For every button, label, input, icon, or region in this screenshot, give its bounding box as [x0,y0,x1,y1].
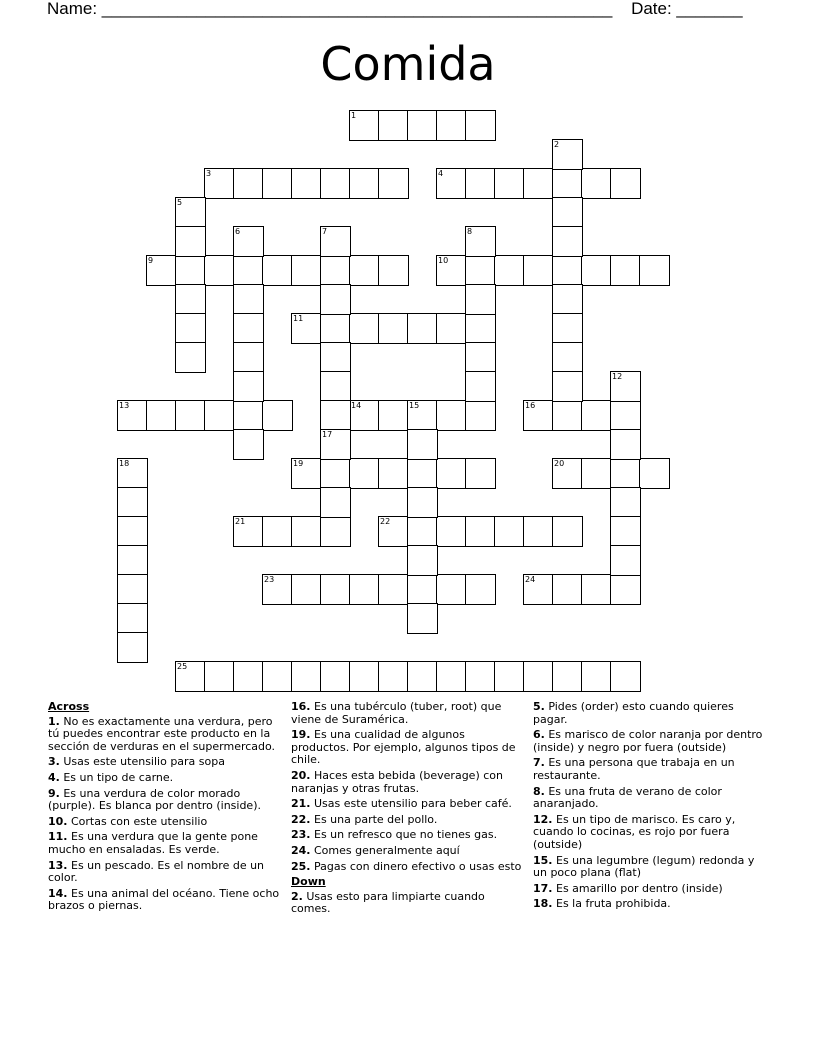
clue-number-label: 4 [438,169,444,178]
clue [48,788,284,813]
clue-number-label: 19 [293,459,304,468]
clue-number: 17. [533,881,553,895]
crossword-cell[interactable] [349,574,380,605]
crossword-cell[interactable] [523,516,554,547]
crossword-cell[interactable] [436,313,467,344]
clue [533,883,769,896]
clue-text: Es una persona que trabaja en un restaurante. [533,756,735,782]
crossword-cell[interactable] [320,313,351,344]
crossword-cell[interactable] [320,661,351,692]
down-clue-list-continued [533,701,769,911]
clue-number-label: 10 [438,256,449,265]
crossword-cell[interactable] [610,661,641,692]
crossword-cell[interactable] [233,168,264,199]
crossword-cell[interactable] [378,168,409,199]
clue-number: 4. [48,770,60,784]
crossword-cell[interactable] [204,255,235,286]
crossword-cell[interactable] [465,255,496,286]
crossword-cell[interactable] [175,313,206,344]
clue-text: Es un tipo de carne. [59,770,174,784]
clue [533,701,769,726]
clue-number: 20. [291,768,311,782]
crossword-cell[interactable] [262,661,293,692]
crossword-cell[interactable] [262,255,293,286]
crossword-cell[interactable] [378,574,409,605]
crossword-cell[interactable] [175,400,206,431]
clue [533,855,769,880]
clue-number: 22. [291,812,311,826]
clue-number: 7. [533,756,545,770]
clue [48,756,284,769]
crossword-cell[interactable] [552,371,583,402]
clue-text: Es amarillo por dentro (inside) [552,881,723,895]
crossword-cell[interactable] [639,458,670,489]
clue-number: 18. [533,897,553,911]
crossword-cell[interactable] [610,255,641,286]
clue-text: Pides (order) esto cuando quieres pagar. [533,700,734,726]
crossword-cell[interactable] [465,342,496,373]
clue-number-label: 16 [525,401,536,410]
crossword-cell[interactable] [233,400,264,431]
crossword-cell[interactable] [378,255,409,286]
clue-text: Usas este utensilio para sopa [59,755,225,769]
clue-text: Comes generalmente aquí [310,843,460,857]
crossword-cell[interactable] [378,458,409,489]
crossword-cell[interactable] [465,313,496,344]
clue [533,729,769,754]
clue-number-label: 24 [525,575,536,584]
crossword-cell[interactable] [552,516,583,547]
crossword-cell[interactable] [494,661,525,692]
crossword-cell[interactable] [175,342,206,373]
crossword-cell[interactable] [610,545,641,576]
clue-number-label: 13 [119,401,130,410]
crossword-cell[interactable] [291,661,322,692]
clue [291,770,525,795]
crossword-cell[interactable] [552,400,583,431]
clue-number: 10. [48,814,68,828]
clue-number-label: 22 [380,517,391,526]
clue-number: 15. [533,853,553,867]
clue-text: Es una animal del océano. Tiene ocho brazos o piernas. [48,886,280,913]
clue-number-label: 5 [177,198,183,207]
crossword-cell[interactable] [494,255,525,286]
crossword-cell[interactable] [610,574,641,605]
crossword-cell[interactable] [465,400,496,431]
page-title: Comida [320,37,496,91]
clue [291,798,525,811]
crossword-cell[interactable] [436,574,467,605]
clue-number: 19. [291,728,311,742]
crossword-cell[interactable] [320,342,351,373]
crossword-cell[interactable] [581,400,612,431]
clue-text: Cortas con este utensilio [67,814,208,828]
crossword-cell[interactable] [436,661,467,692]
crossword-cell[interactable] [233,371,264,402]
clue-number: 6. [533,728,545,742]
crossword-cell[interactable] [610,487,641,518]
crossword-cell[interactable] [465,110,496,141]
clues-column-3 [533,701,769,914]
clue [48,888,284,913]
crossword-cell[interactable] [436,458,467,489]
clue-text: Es un refresco que no tienes gas. [310,828,498,842]
clue-text: Es una verdura de color morado (purple). Es blanca por dentro (inside). [48,786,261,813]
crossword-cell[interactable] [233,284,264,315]
clue-number-label: 3 [206,169,212,178]
clue-number-label: 12 [612,372,623,381]
crossword-cell[interactable] [407,574,438,605]
clue-number: 1. [48,714,60,728]
across-clue-list-continued [291,701,525,873]
clue-text: Pagas con dinero efectivo o usas esto [310,859,522,873]
crossword-cell[interactable] [436,400,467,431]
crossword-cell[interactable] [552,342,583,373]
crossword-cell[interactable] [320,168,351,199]
crossword-cell[interactable] [552,284,583,315]
clue [291,829,525,842]
crossword-cell[interactable] [465,574,496,605]
crossword-cell[interactable] [291,168,322,199]
clue [48,716,284,754]
clue-number-label: 2 [554,140,560,149]
crossword-cell[interactable] [349,168,380,199]
clue-number: 8. [533,784,545,798]
clue [533,898,769,911]
crossword-cell[interactable] [465,371,496,402]
crossword-cell[interactable] [320,516,351,547]
crossword-cell[interactable] [494,516,525,547]
crossword-cell[interactable] [204,400,235,431]
crossword-cell[interactable] [610,458,641,489]
crossword-cell[interactable] [262,168,293,199]
crossword-cell[interactable] [436,110,467,141]
clue-text: Es la fruta prohibida. [552,897,671,911]
crossword-cell[interactable] [378,661,409,692]
clue-text: Usas este utensilio para beber café. [310,797,512,811]
clue [533,814,769,852]
crossword-cell[interactable] [117,516,148,547]
date-label: Date: _______ [631,0,743,18]
crossword-cell[interactable] [233,429,264,460]
crossword-cell[interactable] [407,110,438,141]
clue-text: Es una cualidad de algunos productos. Por ejemplo, algunos tipos de chile. [291,728,516,767]
crossword-cell[interactable] [320,458,351,489]
crossword-cell[interactable] [465,284,496,315]
clue-number-label: 17 [322,430,333,439]
crossword-cell[interactable] [407,545,438,576]
crossword-cell[interactable] [349,255,380,286]
clue-number-label: 8 [467,227,473,236]
crossword-cell[interactable] [320,574,351,605]
crossword-cell[interactable] [378,400,409,431]
crossword-cell[interactable] [639,255,670,286]
crossword-cell[interactable] [581,574,612,605]
crossword-cell[interactable] [349,458,380,489]
clue-number: 2. [291,889,303,903]
crossword-cell[interactable] [552,313,583,344]
clue [291,701,525,726]
clue [533,786,769,811]
clue-text: Es marisco de color naranja por dentro (inside) y negro por fuera (outside) [533,728,763,754]
crossword-cell[interactable] [581,255,612,286]
clue-number: 3. [48,755,60,769]
clue-number-label: 6 [235,227,241,236]
clue-number: 13. [48,858,68,872]
crossword-cell[interactable] [552,255,583,286]
clue-text: Es un pescado. Es el nombre de un color. [48,858,265,885]
crossword-cell[interactable] [407,516,438,547]
clue-number-label: 7 [322,227,328,236]
clue-number-label: 9 [148,256,154,265]
crossword-cell[interactable] [407,313,438,344]
crossword-cell[interactable] [349,661,380,692]
down-heading: Down [291,875,326,889]
crossword-cell[interactable] [552,226,583,257]
crossword-cell[interactable] [407,429,438,460]
crossword-cell[interactable] [581,661,612,692]
crossword-cell[interactable] [117,603,148,634]
crossword-cell[interactable] [233,255,264,286]
crossword-cell[interactable] [465,661,496,692]
clue-number-label: 25 [177,662,188,671]
crossword-cell[interactable] [175,226,206,257]
crossword-cell[interactable] [117,487,148,518]
crossword-cell[interactable] [523,661,554,692]
crossword-cell[interactable] [320,400,351,431]
crossword-cell[interactable] [291,516,322,547]
crossword-cell[interactable] [407,603,438,634]
clue-number-label: 14 [351,401,362,410]
crossword-cell[interactable] [552,574,583,605]
crossword-cell[interactable] [552,168,583,199]
clue [533,757,769,782]
crossword-cell[interactable] [465,168,496,199]
crossword-cell[interactable] [494,168,525,199]
crossword-cell[interactable] [465,458,496,489]
clues-column-1 [48,701,284,916]
clue-text: Es una verdura que la gente pone mucho en ensaladas. Es verde. [48,830,258,856]
crossword-cell[interactable] [204,661,235,692]
clue [48,860,284,885]
clue-text: Es un tipo de marisco. Es caro y, cuando lo cocinas, es rojo por fuera (outside) [533,812,736,851]
clue [291,861,525,874]
clue-number-label: 23 [264,575,275,584]
crossword-cell[interactable] [320,371,351,402]
crossword-cell[interactable] [552,197,583,228]
across-heading: Across [48,700,90,713]
crossword-cell[interactable] [175,255,206,286]
clue [291,891,525,916]
clue-text: Es una parte del pollo. [310,812,438,826]
clue [48,772,284,785]
crossword-cell[interactable] [610,516,641,547]
crossword-cell[interactable] [436,516,467,547]
clue-text: Usas esto para limpiarte cuando comes. [291,889,485,916]
clue-number: 5. [533,700,545,713]
crossword-cell[interactable] [233,342,264,373]
clue-number: 9. [48,786,60,800]
crossword-cell[interactable] [523,168,554,199]
crossword-cell[interactable] [175,284,206,315]
clue [48,831,284,856]
crossword-cell[interactable] [349,313,380,344]
crossword-cell[interactable] [407,661,438,692]
crossword-cell[interactable] [610,400,641,431]
crossword-cell[interactable] [552,661,583,692]
clue [48,816,284,829]
clues-column-2 [291,701,525,919]
clue-text: No es exactamente una verdura, pero tú puedes encontrar este producto en la sección de verduras en el supermercado. [48,714,276,753]
name-label: Name: ______________________________________________________ [47,0,613,18]
crossword-cell[interactable] [117,632,148,663]
crossword-cell[interactable] [233,661,264,692]
clue [291,814,525,827]
clue-text: Es una tubérculo (tuber, root) que viene de Suramérica. [291,700,502,726]
clue-text: Es una fruta de verano de color anaranjado. [533,784,722,811]
crossword-cell[interactable] [233,313,264,344]
clue-number: 24. [291,843,311,857]
crossword-cell[interactable] [117,545,148,576]
crossword-cell[interactable] [523,255,554,286]
clue-number-label: 21 [235,517,246,526]
crossword-cell[interactable] [407,487,438,518]
clue-number: 14. [48,886,68,900]
crossword-cell[interactable] [407,458,438,489]
crossword-cell[interactable] [291,574,322,605]
crossword-cell[interactable] [465,516,496,547]
clue-number: 12. [533,812,553,826]
crossword-cell[interactable] [378,110,409,141]
crossword-cell[interactable] [320,487,351,518]
clue [291,845,525,858]
crossword-cell[interactable] [610,168,641,199]
clue-number: 23. [291,828,311,842]
clue-number: 16. [291,700,311,713]
clue-number-label: 11 [293,314,304,323]
crossword-cell[interactable] [610,429,641,460]
clue-number-label: 15 [409,401,420,410]
crossword-cell[interactable] [117,574,148,605]
crossword-cell[interactable] [320,284,351,315]
crossword-cell[interactable] [581,458,612,489]
crossword-cell[interactable] [378,313,409,344]
crossword-cell[interactable] [262,400,293,431]
across-clue-list [48,716,284,913]
crossword-cell[interactable] [146,400,177,431]
clue-number: 25. [291,859,311,873]
crossword-cell[interactable] [291,255,322,286]
crossword-cell[interactable] [581,168,612,199]
clue-text: Haces esta bebida (beverage) con naranjas y otras frutas. [291,768,503,795]
clue-number-label: 20 [554,459,565,468]
clue-number: 11. [48,830,68,844]
clue-number-label: 1 [351,111,357,120]
clue-number: 21. [291,797,311,811]
crossword-cell[interactable] [262,516,293,547]
clue-number-label: 18 [119,459,130,468]
down-clue-list [291,891,525,916]
clue-text: Es una legumbre (legum) redonda y un poco plana (flat) [533,853,755,880]
clue [291,729,525,767]
crossword-cell[interactable] [320,255,351,286]
